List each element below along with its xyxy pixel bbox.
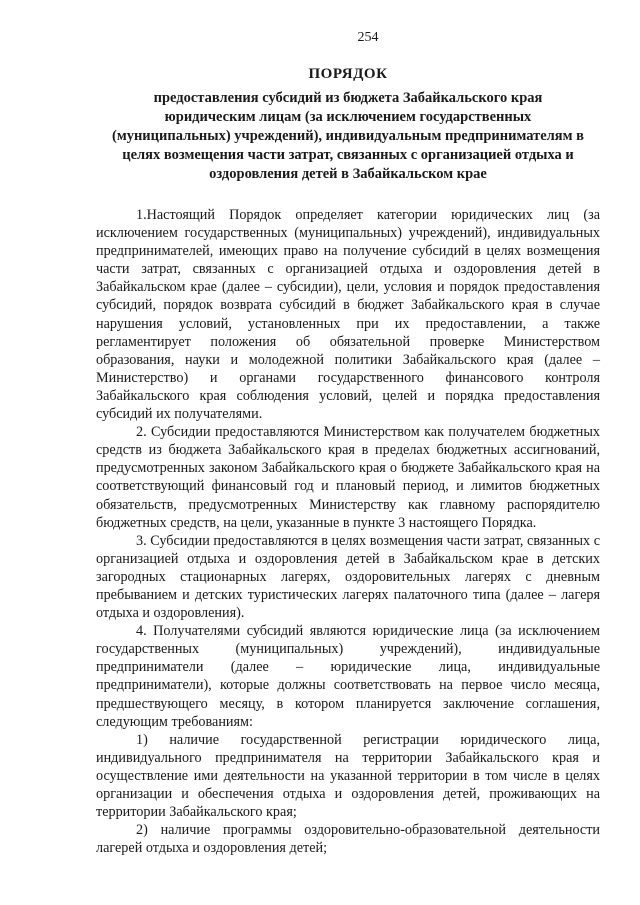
paragraph-2: 2. Субсидии предоставляются Министерством как получателем бюджетных средств из бюджета Забайкальского края в пределах бюджетных ассигнований, предусмотренных законом Забайкальского края о бюджете Забайкальского края на соответствующий финансовый год и плановый период, и лимитов бюджетных обязательств, предусмотренных Министерству как главному распорядителю бюджетных средств, на цели, указанные в пункте 3 настоящего Порядка. bbox=[96, 424, 600, 531]
document-subtitle bbox=[96, 89, 600, 184]
subtitle-line: оздоровления детей в Забайкальском крае bbox=[209, 166, 487, 182]
subtitle-line: предоставления субсидий из бюджета Забайкальского края bbox=[153, 90, 543, 106]
paragraph-3: 3. Субсидии предоставляются в целях возмещения части затрат, связанных с организацией отдыха и оздоровления детей в Забайкальском крае в детских загородных стационарных лагерях, оздоровительных лагерях с дневным пребыванием и детских туристических лагерях палаточного типа (далее – лагеря отдыха и оздоровления). bbox=[96, 532, 600, 622]
paragraph-4-item-1: 1) наличие государственной регистрации юридического лица, индивидуального предпринимателя на территории Забайкальского края и осуществление ими деятельности на указанной территории в том числе в целях организации и обеспечения отдыха и оздоровления детей, проживающих на территории Забайкальского края; bbox=[96, 731, 600, 821]
subtitle-line: целях возмещения части затрат, связанных с организацией отдыха и bbox=[122, 147, 574, 163]
paragraph-4: 4. Получателями субсидий являются юридические лица (за исключением государственных (муниципальных) учреждений), индивидуальные предприниматели (далее – юридические лица, индивидуальные предприниматели), которые должны соответствовать на первое число месяца, предшествующего месяцу, в котором планируется заключение соглашения, следующим требованиям: bbox=[96, 623, 600, 730]
subtitle-line: (муниципальных) учреждений), индивидуальным предпринимателям в bbox=[112, 128, 584, 144]
paragraph-4-item-2: 2) наличие программы оздоровительно-образовательной деятельности лагерей отдыха и оздоровления детей; bbox=[96, 822, 600, 857]
document-title: ПОРЯДОК bbox=[308, 66, 388, 82]
page-number: 254 bbox=[357, 30, 379, 45]
document-body bbox=[96, 206, 600, 857]
paragraph-1: 1.Настоящий Порядок определяет категории юридических лиц (за исключением государственных (муниципальных) учреждений), индивидуальных предпринимателей, имеющих право на получение субсидий в целях возмещения части затрат, связанных с организацией отдыха и оздоровления детей в Забайкальском крае (далее – субсидии), цели, условия и порядок предоставления субсидий, порядок возврата субсидий в бюджет Забайкальского края в случае нарушения условий, установленных при их предоставлении, а также регламентирует положения об обязательной проверке Министерством образования, науки и молодежной политики Забайкальского края (далее – Министерство) и органами государственного финансового контроля Забайкальского края соблюдения условий, целей и порядка предоставления субсидий их получателями. bbox=[96, 207, 600, 423]
subtitle-line: юридическим лицам (за исключением государственных bbox=[164, 109, 532, 125]
